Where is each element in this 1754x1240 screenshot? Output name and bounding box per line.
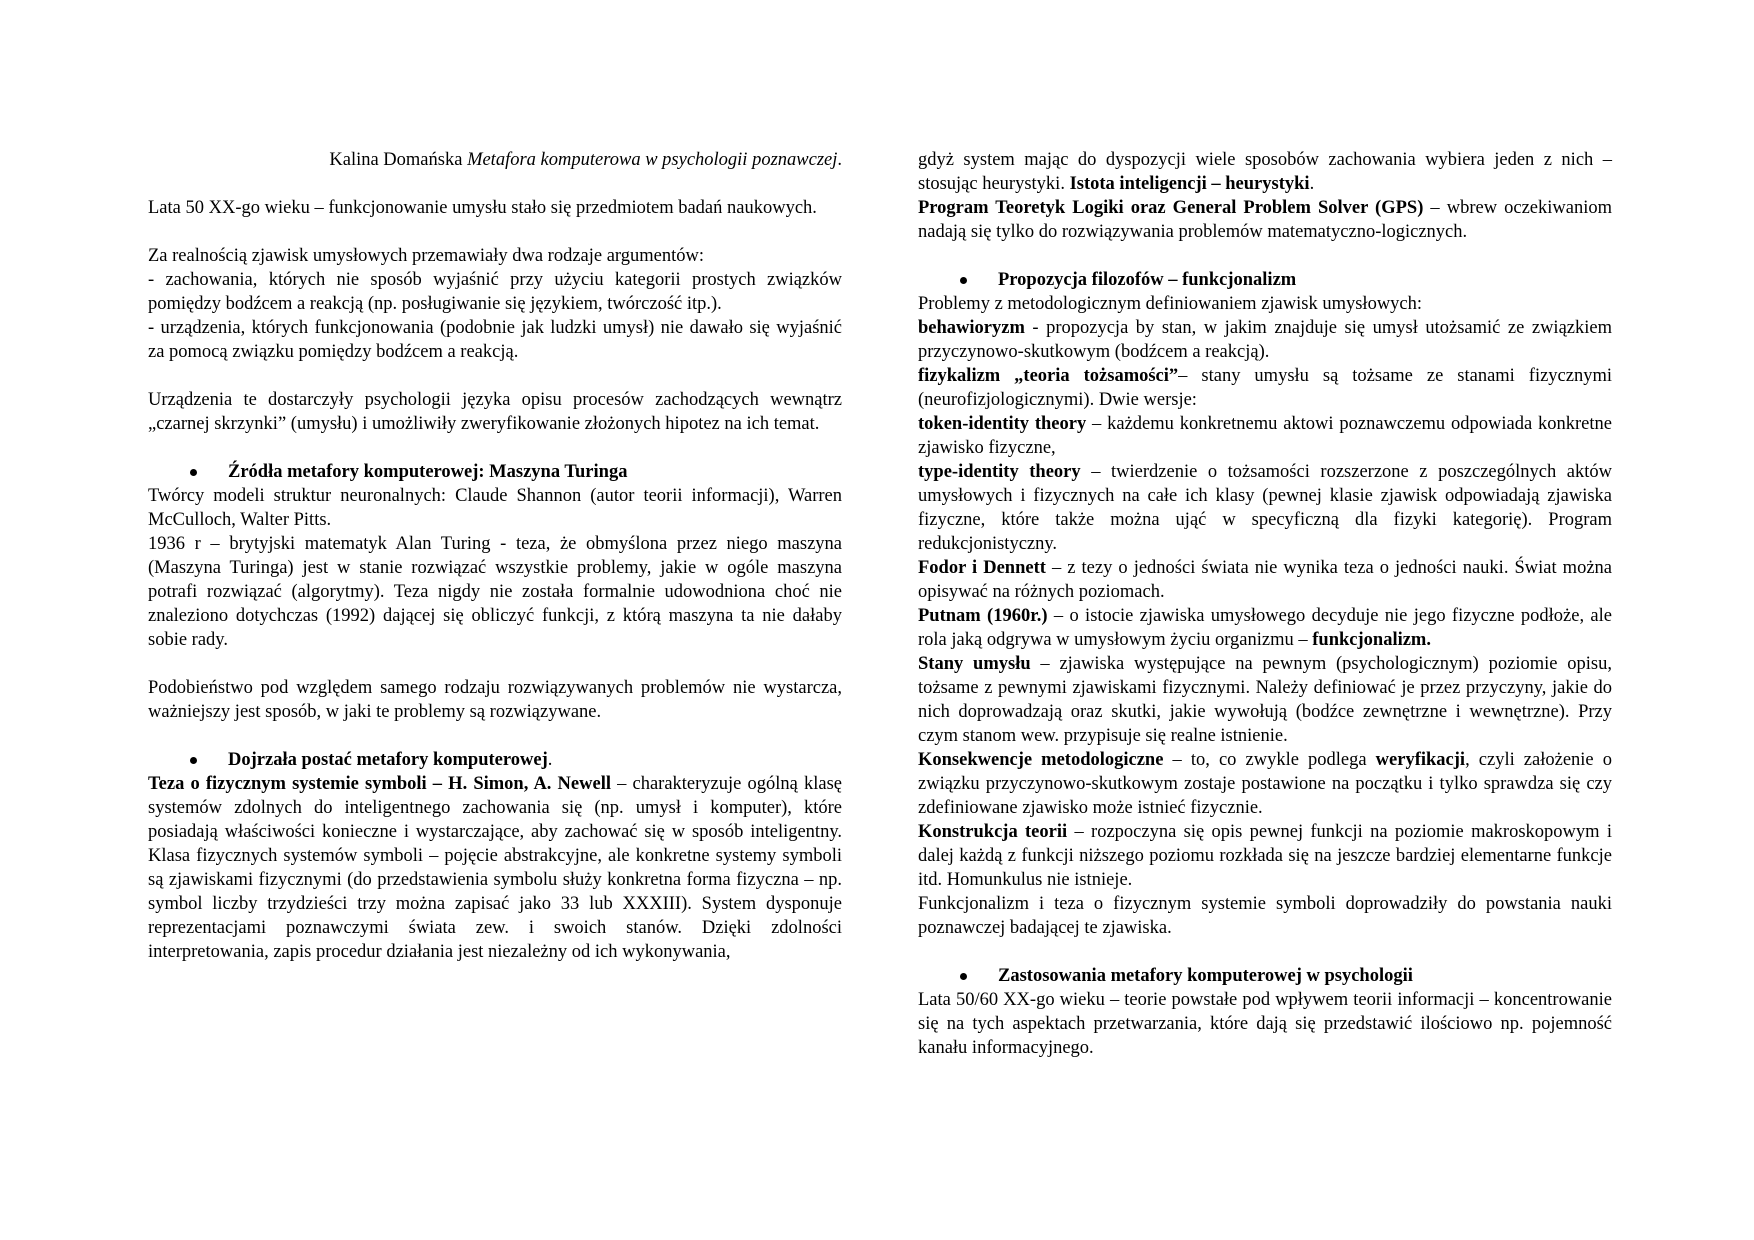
paragraph: Podobieństwo pod względem samego rodzaju rozwiązywanych problemów nie wystarcza, ważniejszy jest sposób, w jaki te problemy są rozwiązywane. [148, 678, 842, 722]
bold-term: Program Teoretyk Logiki oraz General Problem Solver (GPS) [918, 198, 1424, 218]
paragraph: Lata 50 XX-go wieku – funkcjonowanie umysłu stało się przedmiotem badań naukowych. [148, 198, 817, 218]
paragraph-text: – zjawiska występujące na pewnym (psychologicznym) poziomie opisu, tożsame z pewnymi zjawiskami fizycznymi. Należy definiować je przez przyczyny, jakie do nich doprowadzają oraz skutki, jakie wywołują (bodźce zewnętrzne i wewnętrzne). Przy czym stanom wew. przypisuje się realne istnienie. [918, 654, 1612, 746]
paragraph [918, 820, 1612, 892]
section-heading [148, 460, 842, 484]
paragraph [148, 772, 842, 964]
bold-term: Konsekwencje metodologiczne [918, 750, 1164, 770]
paragraph-text: – charakteryzuje ogólną klasę systemów zdolnych do inteligentnego zachowania się (np. umysł i komputer), które posiadają właściwości konieczne i wystarczające, aby zachować się w sposób inteligentny. Klasa fizycznych systemów symboli – pojęcie abstrakcyjne, ale konkretne systemy symboli są zjawiskami fizycznymi (do przedstawienia symbolu służy konkretna forma fizyczna – np. symbol liczby trzydzieści trzy można zapisać jako 33 lub XXXIII). System dysponuje reprezentacjami poznawczymi świata zew. i swoich stanów. Dzięki zdolności interpretowania, zapis procedur działania jest niezależny od ich wykonywania, [148, 774, 842, 962]
heading-text [228, 748, 552, 772]
spacer [148, 436, 842, 460]
heading-text-main: Dojrzała postać metafory komputerowej [228, 750, 548, 770]
paragraph [918, 412, 1612, 460]
paragraph: Lata 50/60 XX-go wieku – teorie powstałe pod wpływem teorii informacji – koncentrowanie się na tych aspektach przetwarzania, które dają się przedstawić ilościowo np. pojemność kanału informacyjnego. [918, 990, 1612, 1058]
left-column [148, 148, 842, 964]
paragraph: Funkcjonalizm i teza o fizycznym systemie symboli doprowadziły do powstania nauki poznawczej badającej te zjawiska. [918, 894, 1612, 938]
bold-term: Putnam (1960r.) [918, 606, 1048, 626]
bold-term: type-identity theory [918, 462, 1081, 482]
paragraph-text: - propozycja by stan, w jakim znajduje się umysł utożsamić ze związkiem przyczynowo-skutkowym (bodźcem a reakcją). [918, 318, 1612, 362]
paragraph [918, 556, 1612, 604]
heading-text: Źródła metafory komputerowej: Maszyna Turinga [228, 462, 628, 482]
bold-term: funkcjonalizm. [1312, 630, 1431, 650]
paragraph [918, 604, 1612, 652]
title-period: . [837, 150, 842, 170]
bold-term: fizykalizm „teoria tożsamości” [918, 366, 1179, 386]
paragraph: 1936 r – brytyjski matematyk Alan Turing - teza, że obmyślona przez niego maszyna (Maszyna Turinga) jest w stanie rozwiązać wszystkie problemy, jakie w ogóle maszyna potrafi rozwiązać (algorytmy). Teza nigdy nie została formalnie udowodniona choć nie znaleziono dotychczas (1992) dającej się obliczyć funkcji, z którą maszyna ta nie dałaby sobie rady. [148, 534, 842, 650]
paragraph: Za realnością zjawisk umysłowych przemawiały dwa rodzaje argumentów: [148, 246, 705, 266]
paragraph-text: – twierdzenie o tożsamości rozszerzone z poszczególnych aktów umysłowych i fizycznych na całe ich klasy (pewnej klasie zjawisk odpowiadają zjawiska fizyczne, które także można ująć w specyficzną dla fizyki kategorię). Program redukcjonistyczny. [918, 462, 1612, 554]
paragraph [918, 652, 1612, 748]
spacer [918, 244, 1612, 268]
spacer [148, 364, 842, 388]
bold-term: Stany umysłu [918, 654, 1031, 674]
right-column [918, 148, 1612, 1060]
spacer [148, 724, 842, 748]
spacer [148, 652, 842, 676]
paragraph-text: – to, co zwykle podlega [1163, 750, 1376, 770]
heading-period: . [547, 750, 553, 770]
paragraph [918, 316, 1612, 364]
paragraph-text: – o istocie zjawiska umysłowego decyduje nie jego fizyczne podłoże, ale rola jaką odgrywa w umysłowym życiu organizmu – [918, 606, 1612, 650]
bold-term: Teza o fizycznym systemie symboli – H. Simon, A. Newell [148, 774, 611, 794]
bullet-icon [190, 757, 197, 764]
paragraph: Urządzenia te dostarczyły psychologii języka opisu procesów zachodzących wewnątrz „czarnej skrzynki” (umysłu) i umożliwiły zweryfikowanie złożonych hipotez na ich temat. [148, 390, 842, 434]
bold-term: token-identity theory [918, 414, 1087, 434]
bold-term: behawioryzm [918, 318, 1025, 338]
bold-term: Istota inteligencji – heurystyki [1069, 174, 1310, 194]
bold-term: Fodor i Dennett [918, 558, 1046, 578]
section-heading [918, 964, 1612, 988]
title-italic: Metafora komputerowa w psychologii poznawczej [467, 150, 838, 170]
bullet-icon [190, 469, 197, 476]
spacer [148, 220, 842, 244]
author-name: Kalina Domańska [329, 150, 463, 170]
section-heading [148, 748, 842, 772]
paragraph: Problemy z metodologicznym definiowaniem zjawisk umysłowych: [918, 294, 1423, 314]
paragraph: - zachowania, których nie sposób wyjaśnić przy użyciu kategorii prostych związków pomiędzy bodźcem a reakcją (np. posługiwanie się językiem, twórczość itp.). [148, 270, 842, 314]
heading-text: Zastosowania metafory komputerowej w psychologii [998, 966, 1413, 986]
paragraph [918, 364, 1612, 412]
paragraph [918, 148, 1612, 196]
spacer [148, 172, 842, 196]
paragraph-text: – z tezy o jedności świata nie wynika teza o jedności nauki. Świat można opisywać na różnych poziomach. [918, 558, 1612, 602]
bold-term: weryfikacji [1375, 750, 1466, 770]
paragraph-text: – stany umysłu są tożsame ze stanami fizycznymi (neurofizjologicznymi). Dwie wersje: [918, 366, 1612, 410]
bullet-icon [960, 277, 967, 284]
paragraph: - urządzenia, których funkcjonowania (podobnie jak ludzki umysł) nie dawało się wyjaśnić za pomocą związku pomiędzy bodźcem a reakcją. [148, 318, 842, 362]
paragraph [918, 748, 1612, 820]
paragraph-text: – wbrew oczekiwaniom nadają się tylko do rozwiązywania problemów matematyczno-logicznych. [918, 198, 1613, 242]
paragraph [918, 196, 1612, 244]
paragraph-period: . [1309, 174, 1315, 194]
paragraph-text: – każdemu konkretnemu aktowi poznawczemu odpowiada konkretne zjawisko fizyczne, [918, 414, 1612, 458]
heading-text: Propozycja filozofów – funkcjonalizm [998, 270, 1297, 290]
document-title [148, 148, 842, 172]
paragraph-text: , czyli założenie o związku przyczynowo-skutkowym zostaje postawione na początku i tylko sprawdza się czy zdefiniowane zjawisko może istnieć fizycznie. [918, 750, 1612, 818]
paragraph: Twórcy modeli struktur neuronalnych: Claude Shannon (autor teorii informacji), Warren McCulloch, Walter Pitts. [148, 486, 842, 530]
paragraph-text: – rozpoczyna się opis pewnej funkcji na poziomie makroskopowym i dalej każdą z funkcji niższego poziomu rozkłada się na jeszcze bardziej elementarne funkcje itd. Homunkulus nie istnieje. [918, 822, 1613, 890]
bullet-icon [960, 973, 967, 980]
spacer [918, 940, 1612, 964]
paragraph [918, 460, 1612, 556]
bold-term: Konstrukcja teorii [918, 822, 1068, 842]
section-heading [918, 268, 1612, 292]
paragraph-text: gdyż system mając do dyspozycji wiele sposobów zachowania wybiera jeden z nich – stosując heurystyki. [918, 150, 1612, 194]
